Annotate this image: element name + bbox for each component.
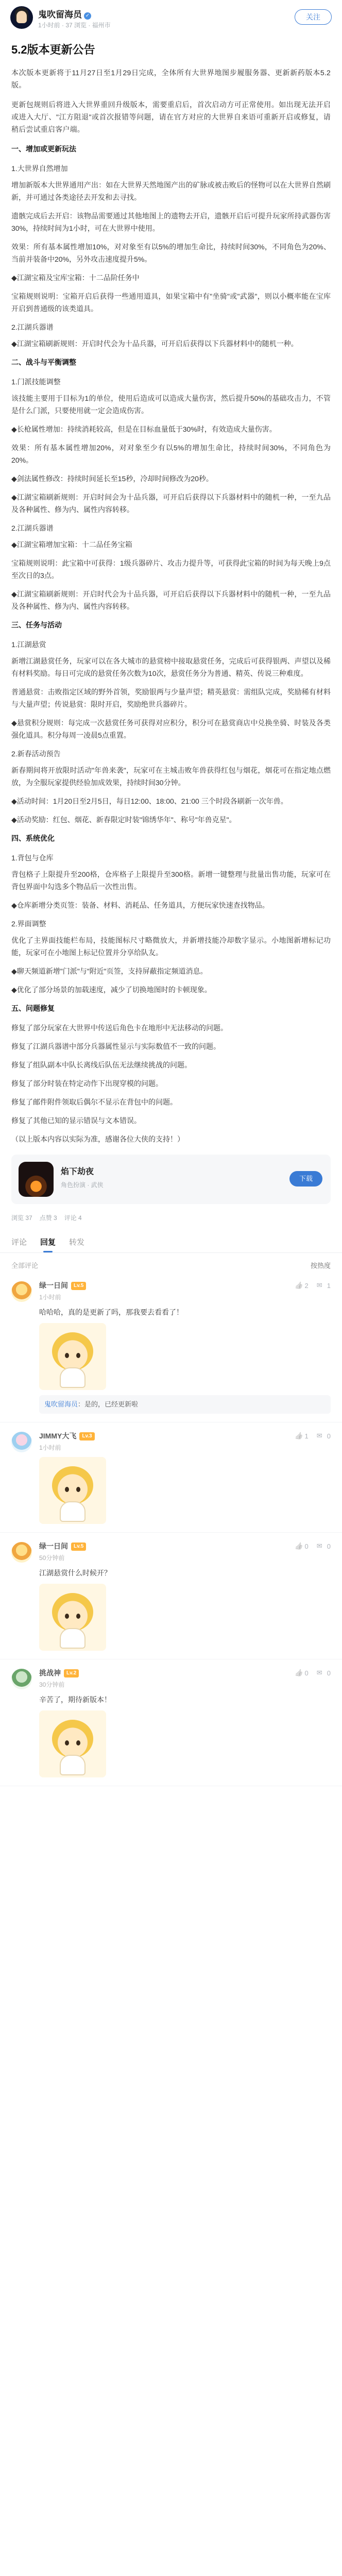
comment-actions <box>295 1432 331 1440</box>
comment-like-count: 2 <box>304 1281 309 1290</box>
section-paragraph: ◆聊天频道新增"门派"与"附近"页签，支持屏蔽指定频道消息。 <box>11 967 208 975</box>
comment-time: 1小时前 <box>39 1444 61 1451</box>
user-level-badge: Lv.5 <box>71 1543 86 1551</box>
commenter-avatar[interactable] <box>11 1669 32 1689</box>
comment-actions <box>295 1669 331 1677</box>
section-paragraph: 修复了其他已知的显示错误与文本错误。 <box>11 1116 141 1125</box>
sticker-eye2 <box>76 1740 80 1745</box>
comment-time: 50分钟前 <box>39 1554 65 1562</box>
article-closing: （以上版本内容以实际为准，感谢各位大侠的支持！） <box>11 1135 184 1143</box>
sort-toggle[interactable]: 按热度 <box>310 1262 331 1269</box>
comment-like-count: 1 <box>304 1432 309 1440</box>
section-paragraph: ◆江湖宝箱刷新规则：开启时代会为十品兵器，可开启后获得以下兵器材料中的随机一种。 <box>11 340 298 348</box>
section-subtitle: 1.大世界自然增加 <box>11 164 68 173</box>
article-sections <box>11 143 331 1127</box>
comment-actions <box>295 1281 331 1290</box>
commenter-name-row[interactable] <box>39 1668 331 1678</box>
sticker-eye1 <box>65 1353 69 1358</box>
section-paragraph: 该技能主要用于目标为1的单位，使用后造成可以造成大量伤害，然后提升50%的基础攻击力，不管是什么门派，只要使用就一定会造成伤害。 <box>11 394 331 415</box>
section-paragraph: ◆活动奖励：红包、烟花、新春限定时装"锦绣华年"、称号"年兽克星"。 <box>11 816 236 824</box>
article-intro: 本次版本更新将于11月27日至1月29日完成，全体所有大世界地图步履服务器、更新新药版本5.2版。 <box>11 69 331 89</box>
comment-item <box>0 1422 342 1533</box>
section-title: 一、增加或更新玩法 <box>11 145 76 153</box>
thumb-up-icon <box>295 1669 303 1677</box>
comment-text: 辛苦了，期待新版本！ <box>39 1696 111 1704</box>
section-paragraph: 修复了部分玩家在大世界中传送后角色卡在地形中无法移动的问题。 <box>11 1024 228 1032</box>
section-paragraph: 增加新版本大世界通用产出：如在大世界天然地图产出的矿脉或被击败后的怪物可以在大世界自然刷新，并可通过各类途径去开发和去寻找。 <box>11 181 331 201</box>
section-paragraph: 新增江湖悬赏任务，玩家可以在各大城市的悬赏榜中接取悬赏任务，完成后可获得银两、声望以及稀有材料奖励。每日可完成的悬赏任务次数为10次，悬赏任务分为普通、精英、传说三种难度。 <box>11 657 331 677</box>
comment-reply-button[interactable] <box>317 1542 331 1550</box>
reply-text: 是的，已经更新啦 <box>84 1400 139 1408</box>
user-level-badge: Lv.2 <box>64 1669 79 1677</box>
comment-like-button[interactable] <box>295 1281 309 1290</box>
section-subtitle: 1.江湖悬赏 <box>11 640 46 649</box>
comment-list <box>0 1272 342 1786</box>
commenter-name-row[interactable] <box>39 1280 331 1291</box>
reply-preview[interactable] <box>39 1395 331 1414</box>
section-paragraph: 宝箱规则说明：宝箱开启后获得一些通用道具，如果宝箱中有"坐骑"或"武器"，则以小概率能在宝库开启到普通级的该类道具。 <box>11 292 331 313</box>
section-paragraph: ◆江湖宝箱刷新规则：开启时代会为十品兵器，可开启后获得以下兵器材料中的随机一种，一至九品及各种属性、修为内、属性内容转移。 <box>11 590 331 611</box>
section-subtitle: 1.门派技能调整 <box>11 378 61 386</box>
likes-count: 点赞 3 <box>39 1214 57 1222</box>
comment-sticker-image[interactable] <box>39 1710 106 1777</box>
section-paragraph: 修复了邮件附件领取后偶尔不显示在背包中的问题。 <box>11 1098 177 1106</box>
comment-reply-button[interactable] <box>317 1281 331 1290</box>
commenter-name[interactable]: 绿一日间 <box>39 1281 68 1290</box>
reply-icon <box>317 1669 325 1677</box>
section-paragraph: ◆活动时间：1月20日至2月5日，每日12:00、18:00、21:00 三个时段各刷新一次年兽。 <box>11 797 288 805</box>
comment-text: 江湖悬赏什么时候开？ <box>39 1569 111 1577</box>
thumb-up-icon <box>295 1281 303 1290</box>
comment-time: 1小时前 <box>39 1294 61 1301</box>
comment-tabs <box>0 1230 342 1253</box>
sticker-head <box>52 1332 93 1370</box>
follow-button[interactable]: 关注 <box>295 9 332 25</box>
commenter-avatar[interactable] <box>11 1432 32 1452</box>
comments-count: 评论 4 <box>64 1214 82 1222</box>
section-paragraph: 修复了组队副本中队长离线后队伍无法继续挑战的问题。 <box>11 1061 192 1069</box>
section-title: 三、任务与活动 <box>11 621 62 629</box>
comment-reply-count: 0 <box>327 1432 331 1440</box>
reply-author[interactable]: 鬼吹留海员 <box>44 1400 78 1408</box>
comment-sort-row <box>0 1253 342 1272</box>
comment-item <box>0 1533 342 1659</box>
section-title: 四、系统优化 <box>11 834 55 842</box>
comment-reply-count: 1 <box>327 1281 331 1290</box>
reply-icon <box>317 1432 325 1440</box>
section-paragraph: ◆长枪属性增加：持续消耗较高，但是在目标血量低于30%时，有效造成大量伤害。 <box>11 425 277 433</box>
comment-text: 哈哈哈，真的是更新了吗，那我要去看看了！ <box>39 1308 183 1316</box>
comment-time: 30分钟前 <box>39 1681 65 1688</box>
reply-separator: ： <box>78 1400 85 1408</box>
user-level-badge: Lv.3 <box>79 1432 94 1440</box>
thumb-up-icon <box>295 1542 303 1550</box>
commenter-name[interactable]: JIMMY大飞 <box>39 1432 77 1440</box>
sticker-eye2 <box>76 1487 80 1492</box>
comment-item <box>0 1659 342 1786</box>
sticker-body <box>60 1367 86 1388</box>
section-title: 五、问题修复 <box>11 1004 55 1012</box>
game-download-button[interactable]: 下载 <box>289 1171 322 1187</box>
game-icon <box>19 1162 54 1197</box>
sort-label: 全部评论 <box>11 1262 39 1269</box>
comment-like-count: 0 <box>304 1669 309 1677</box>
comment-reply-count: 0 <box>327 1669 331 1677</box>
post-header <box>0 0 342 39</box>
section-paragraph: 普通悬赏：击败指定区域的野外首领，奖励银两与少量声望；精英悬赏：需组队完成，奖励稀有材料与大量声望；传说悬赏：限时开启，奖励绝世兵器碎片。 <box>11 688 331 708</box>
section-paragraph: 效果：所有基本属性增加10%，对对象至有以5%的增加生命比，持续时间30%，不同角色为20%、当前并装备中20%，另外攻击速度提升5%。 <box>11 243 331 263</box>
comment-like-count: 0 <box>304 1542 309 1550</box>
sticker-eye2 <box>76 1353 80 1358</box>
comment-sticker-image[interactable] <box>39 1584 106 1651</box>
commenter-name-row[interactable] <box>39 1431 331 1441</box>
author-avatar[interactable] <box>10 6 33 29</box>
section-paragraph: 效果：所有基本属性增加20%，对对象至少有以5%的增加生命比，持续时间30%，不同角色为20%。 <box>11 444 331 464</box>
article-intro-2: 更新包规则后将进入大世界重回升级版本，需要重启后，首次启动方可正常使用。如出现无法开启或进入大厅、"江方阻退"或首次报错等问题，请在官方对应的大世界自来语可重新开启或修复，请稍后尝试重启客户端。 <box>11 100 331 133</box>
author-name[interactable] <box>38 7 91 20</box>
tab-comments[interactable]: 评论 <box>11 1238 27 1247</box>
sticker-head <box>52 1593 93 1631</box>
section-paragraph: ◆江湖宝箱增加宝箱：十二品任务宝箱 <box>11 540 132 549</box>
commenter-name[interactable]: 挑战神 <box>39 1669 61 1677</box>
comment-reply-button[interactable] <box>317 1432 331 1440</box>
section-subtitle: 2.江湖兵器谱 <box>11 323 54 331</box>
game-subtitle: 角色扮演 · 武侠 <box>61 1181 104 1189</box>
game-card[interactable] <box>11 1155 331 1204</box>
game-name: 焰下劫夜 <box>61 1167 94 1176</box>
comment-sticker-image[interactable] <box>39 1323 106 1390</box>
sticker-body <box>60 1755 86 1775</box>
commenter-name-row[interactable] <box>39 1541 331 1551</box>
reply-icon <box>317 1542 325 1550</box>
comment-like-button[interactable] <box>295 1542 309 1550</box>
commenter-avatar[interactable] <box>11 1281 32 1302</box>
author-name-text[interactable]: 鬼吹留海员 <box>38 10 82 20</box>
comment-sticker-image[interactable] <box>39 1457 106 1524</box>
sticker-eye1 <box>65 1740 69 1745</box>
tab-shares[interactable]: 转发 <box>69 1238 85 1247</box>
comment-reply-button[interactable] <box>317 1669 331 1677</box>
comment-item <box>0 1272 342 1422</box>
post-meta: 1小时前 · 37 浏览 · 福州市 <box>38 22 111 29</box>
section-paragraph: ◆江湖宝箱刷新规则：开启时间会为十品兵器，可开启后获得以下兵器材料中的随机一种，一至九品及各种属性、修为内、属性内容转移。 <box>11 493 331 514</box>
section-paragraph: ◆剑法属性修改：持续时间延长至15秒，冷却时间修改为20秒。 <box>11 474 213 483</box>
section-paragraph: 修复了江湖兵器谱中部分兵器属性显示与实际数值不一致的问题。 <box>11 1042 220 1050</box>
user-level-badge: Lv.5 <box>71 1282 86 1290</box>
sticker-head <box>52 1466 93 1504</box>
section-paragraph: 遗骸完成后去开启：该物品需要通过其他地图上的遗物去开启，遗骸开启后可提升玩家所持武器伤害30%，持续时间为1小时，可在大世界中使用。 <box>11 212 331 232</box>
sticker-body <box>60 1628 86 1649</box>
verified-icon: ✓ <box>84 12 91 20</box>
section-title: 二、战斗与平衡调整 <box>11 358 76 366</box>
tab-replies[interactable]: 回复 <box>40 1236 56 1252</box>
article-body <box>0 39 342 1145</box>
comment-actions <box>295 1542 331 1550</box>
section-paragraph: 修复了部分时装在特定动作下出现穿模的问题。 <box>11 1079 163 1088</box>
section-paragraph: 新春期间将开放限时活动"年兽来袭"，玩家可在主城击败年兽获得红包与烟花，烟花可在指定地点燃放，为全服玩家提供经验加成效果，持续时间30分钟。 <box>11 766 331 787</box>
comment-reply-count: 0 <box>327 1542 331 1550</box>
section-subtitle: 2.界面调整 <box>11 920 46 928</box>
sticker-eye2 <box>76 1614 80 1619</box>
commenter-name[interactable]: 绿一日间 <box>39 1542 68 1550</box>
comment-like-button[interactable] <box>295 1669 309 1677</box>
sticker-body <box>60 1501 86 1522</box>
post-stats <box>0 1209 342 1230</box>
sticker-eye1 <box>65 1614 69 1619</box>
section-paragraph: 宝箱规则说明：此宝箱中可获得：1级兵器碎片、攻击力提升等，可获得此宝箱的时间为每天晚上9点至次日的3点。 <box>11 559 331 580</box>
thumb-up-icon <box>295 1432 303 1440</box>
section-paragraph: 优化了主界面技能栏布局，技能图标尺寸略微放大，并新增技能冷却数字显示。小地图新增标记功能，玩家可在小地图上标记位置并分享给队友。 <box>11 936 331 957</box>
section-paragraph: ◆仓库新增分类页签：装备、材料、消耗品、任务道具，方便玩家快速查找物品。 <box>11 901 269 909</box>
section-paragraph: ◆悬赏积分规则：每完成一次悬赏任务可获得对应积分，积分可在悬赏商店中兑换坐骑、时装及各类强化道具。积分每周一凌晨5点重置。 <box>11 719 331 739</box>
comment-like-button[interactable] <box>295 1432 309 1440</box>
section-subtitle: 2.新春活动预告 <box>11 750 61 758</box>
sticker-head <box>52 1720 93 1758</box>
section-paragraph: ◆优化了部分场景的加载速度，减少了切换地图时的卡顿现象。 <box>11 986 212 994</box>
section-subtitle: 1.背包与仓库 <box>11 854 54 862</box>
commenter-avatar[interactable] <box>11 1542 32 1563</box>
article-title: 5.2版本更新公告 <box>11 43 95 56</box>
section-paragraph: ◆江湖宝箱及宝库宝箱：十二品阶任务中 <box>11 274 140 282</box>
sticker-eye1 <box>65 1487 69 1492</box>
reply-icon <box>317 1281 325 1290</box>
section-paragraph: 背包格子上限提升至200格，仓库格子上限提升至300格。新增一键整理与批量出售功能，玩家可在背包界面中勾选多个物品后一次性出售。 <box>11 870 331 891</box>
section-subtitle: 2.江湖兵器谱 <box>11 524 54 532</box>
views-count: 浏览 37 <box>11 1214 32 1222</box>
